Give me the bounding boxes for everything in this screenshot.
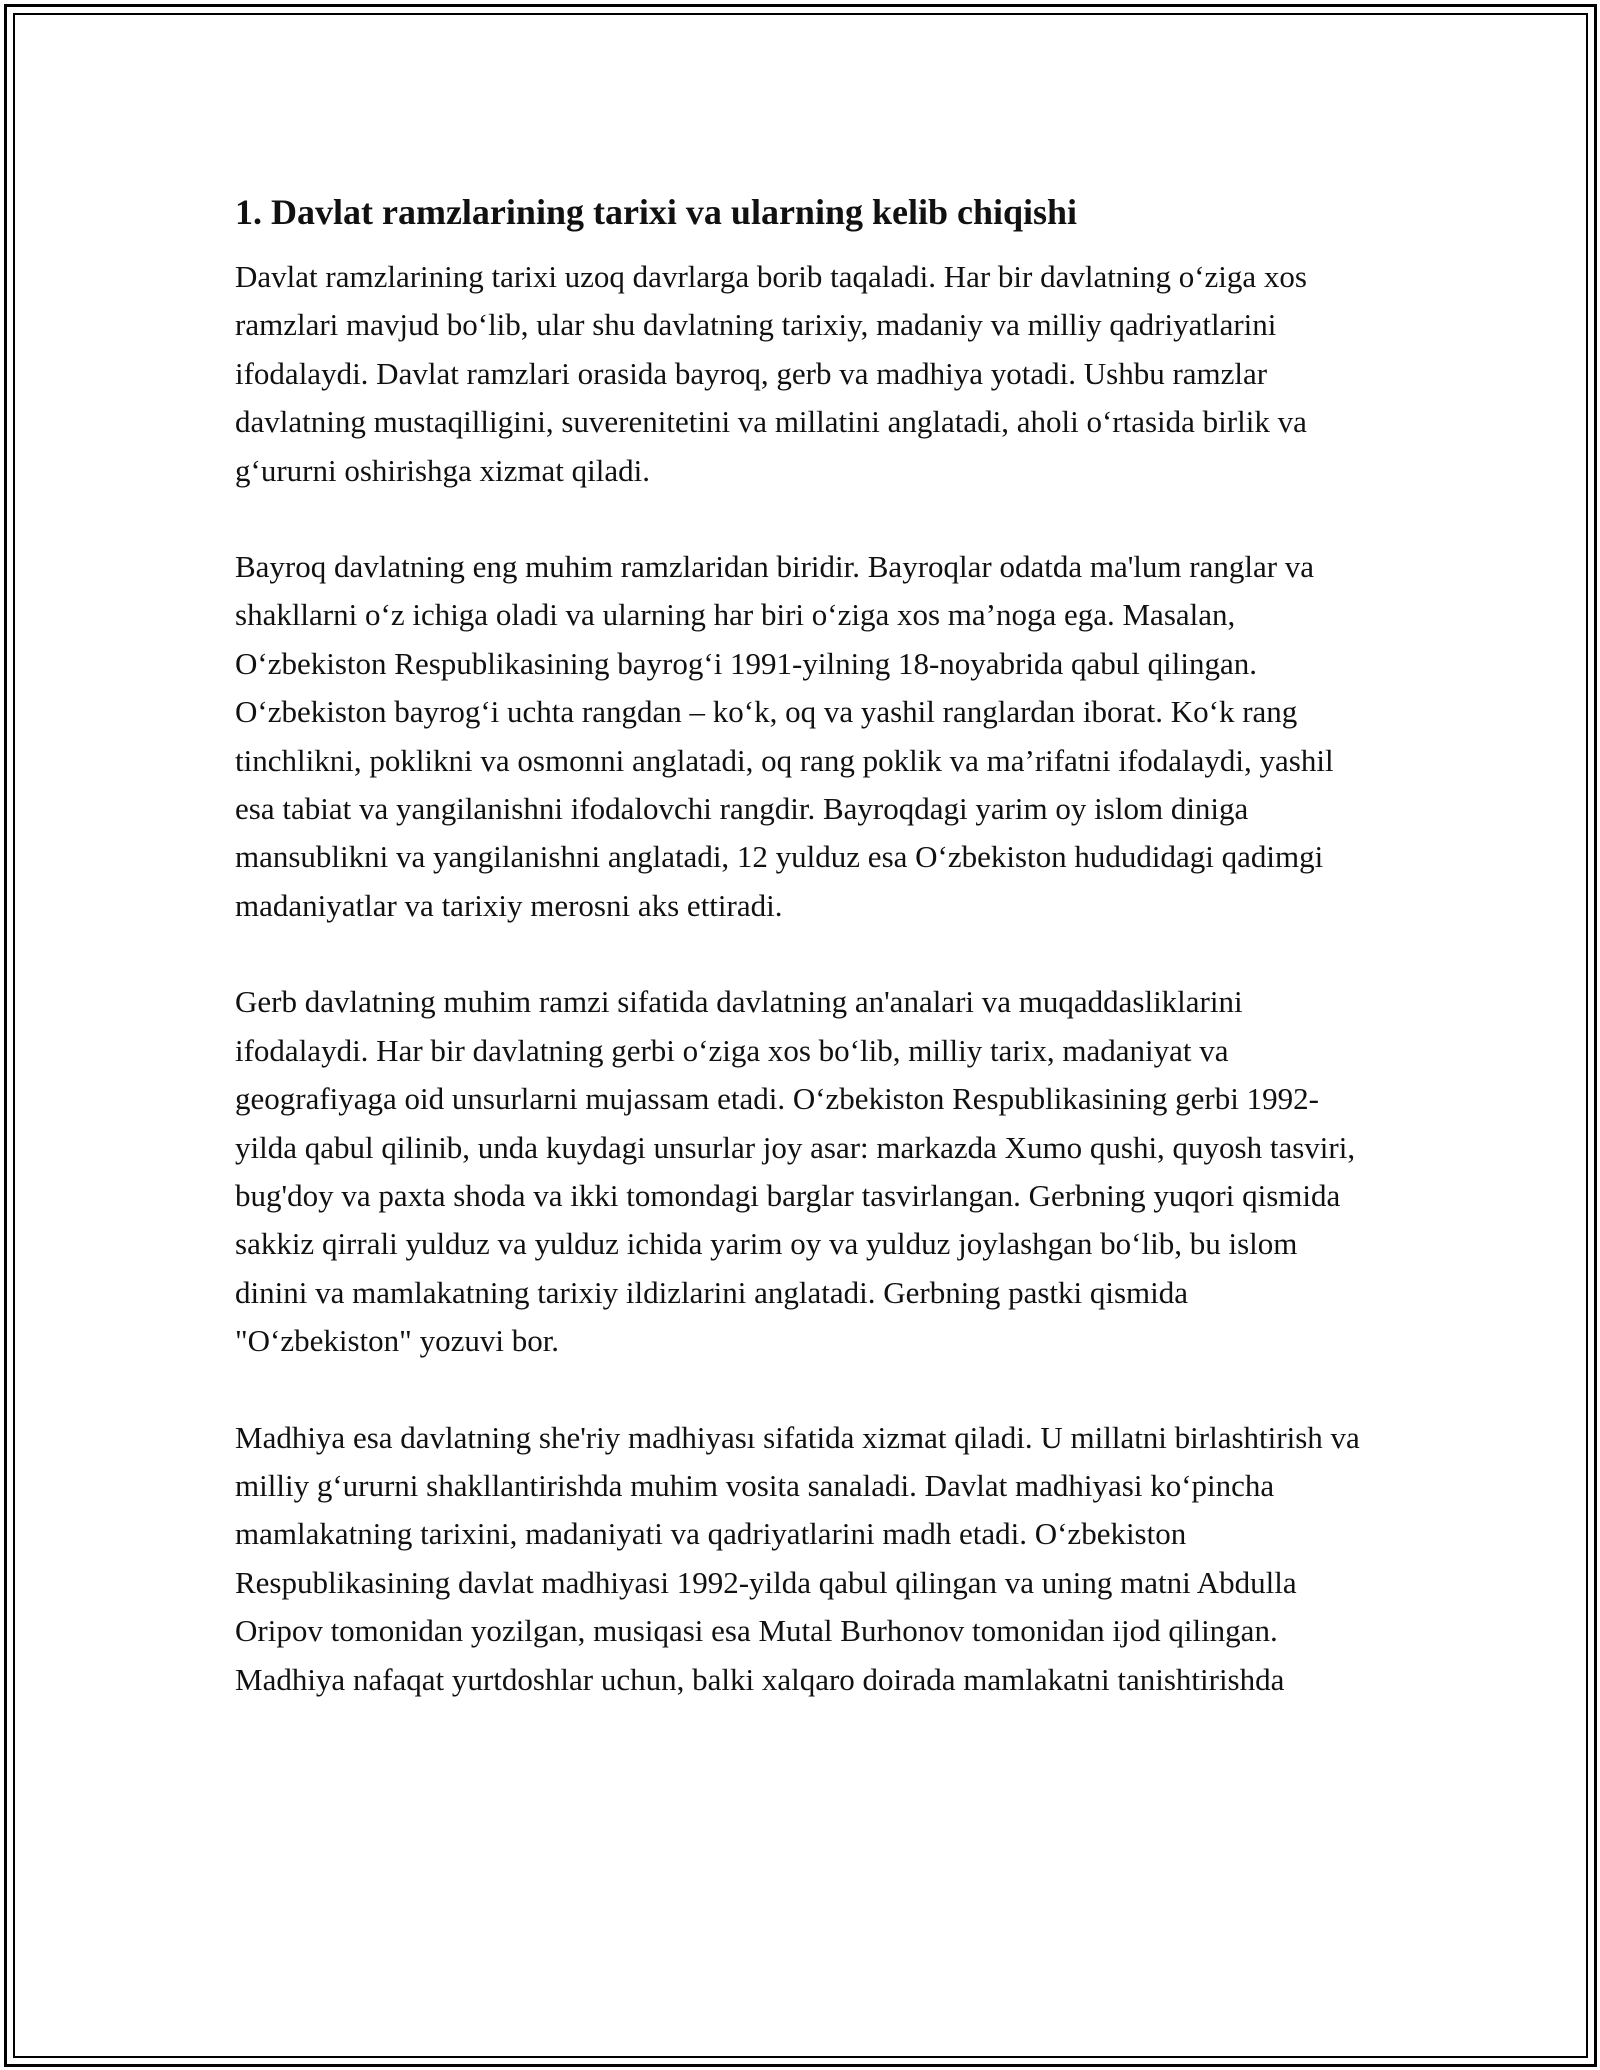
paragraph-emblem: Gerb davlatning muhim ramzi sifatida davlatning an'analari va muqaddasliklarini ifodalaydi. Har bir davlatning gerbi o‘ziga xos bo‘lib, milliy tarix, madaniyat va geografiyaga oid unsurlarni mujassam etadi. O‘zbekiston Respublikasining gerbi 1992-yilda qabul qilinib, unda kuydagi unsurlar joy asar: markazda Xumo qushi, quyosh tasviri, bug'doy va paxta shoda va ikki tomondagi barglar tasvirlangan. Gerbning yuqori qismida sakkiz qirrali yulduz va yulduz ichida yarim oy va yulduz joylashgan bo‘lib, bu islom dinini va mamlakatning tarixiy ildizlarini anglatadi. Gerbning pastki qismida "O‘zbekiston" yozuvi bor.: [235, 984, 1356, 1359]
section-heading: 1. Davlat ramzlarining tarixi va ularning kelib chiqishi: [235, 192, 1078, 232]
paragraph-history: Davlat ramzlarining tarixi uzoq davrlarga borib taqaladi. Har bir davlatning o‘ziga xos ramzlari mavjud bo‘lib, ular shu davlatning tarixiy, madaniy va milliy qadriyatlarini ifodalaydi. Davlat ramzlari orasida bayroq, gerb va madhiya yotadi. Ushbu ramzlar davlatning mustaqilligini, suverenitetini va millatini anglatadi, aholi o‘rtasida birlik va g‘ururni oshirishga xizmat qiladi.: [235, 259, 1307, 488]
document-body: [235, 188, 1370, 1752]
paragraph-anthem: Madhiya esa davlatning she'riy madhiyası sifatida xizmat qiladi. U millatni birlashtirish va milliy g‘ururni shakllantirishda muhim vosita sanaladi. Davlat madhiyasi ko‘pincha mamlakatning tarixini, madaniyati va qadriyatlarini madh etadi. O‘zbekiston Respublikasining davlat madhiyasi 1992-yilda qabul qilingan va uning matni Abdulla Oripov tomonidan yozilgan, musiqasi esa Mutal Burhonov tomonidan ijod qilingan. Madhiya nafaqat yurtdoshlar uchun, balki xalqaro doirada mamlakatni tanishtirishda: [235, 1419, 1360, 1697]
paragraph-flag: Bayroq davlatning eng muhim ramzlaridan biridir. Bayroqlar odatda ma'lum ranglar va shakllarni o‘z ichiga oladi va ularning har biri o‘ziga xos ma’noga ega. Masalan, O‘zbekiston Respublikasining bayrog‘i 1991-yilning 18-noyabrida qabul qilingan. O‘zbekiston bayrog‘i uchta rangdan – ko‘k, oq va yashil ranglardan iborat. Ko‘k rang tinchlikni, poklikni va osmonni anglatadi, oq rang poklik va ma’rifatni ifodalaydi, yashil esa tabiat va yangilanishni ifodalovchi rangdir. Bayroqdagi yarim oy islom diniga mansublikni va yangilanishni anglatadi, 12 yulduz esa O‘zbekiston hududidagi qadimgi madaniyatlar va tarixiy merosni aks ettiradi.: [235, 549, 1334, 923]
